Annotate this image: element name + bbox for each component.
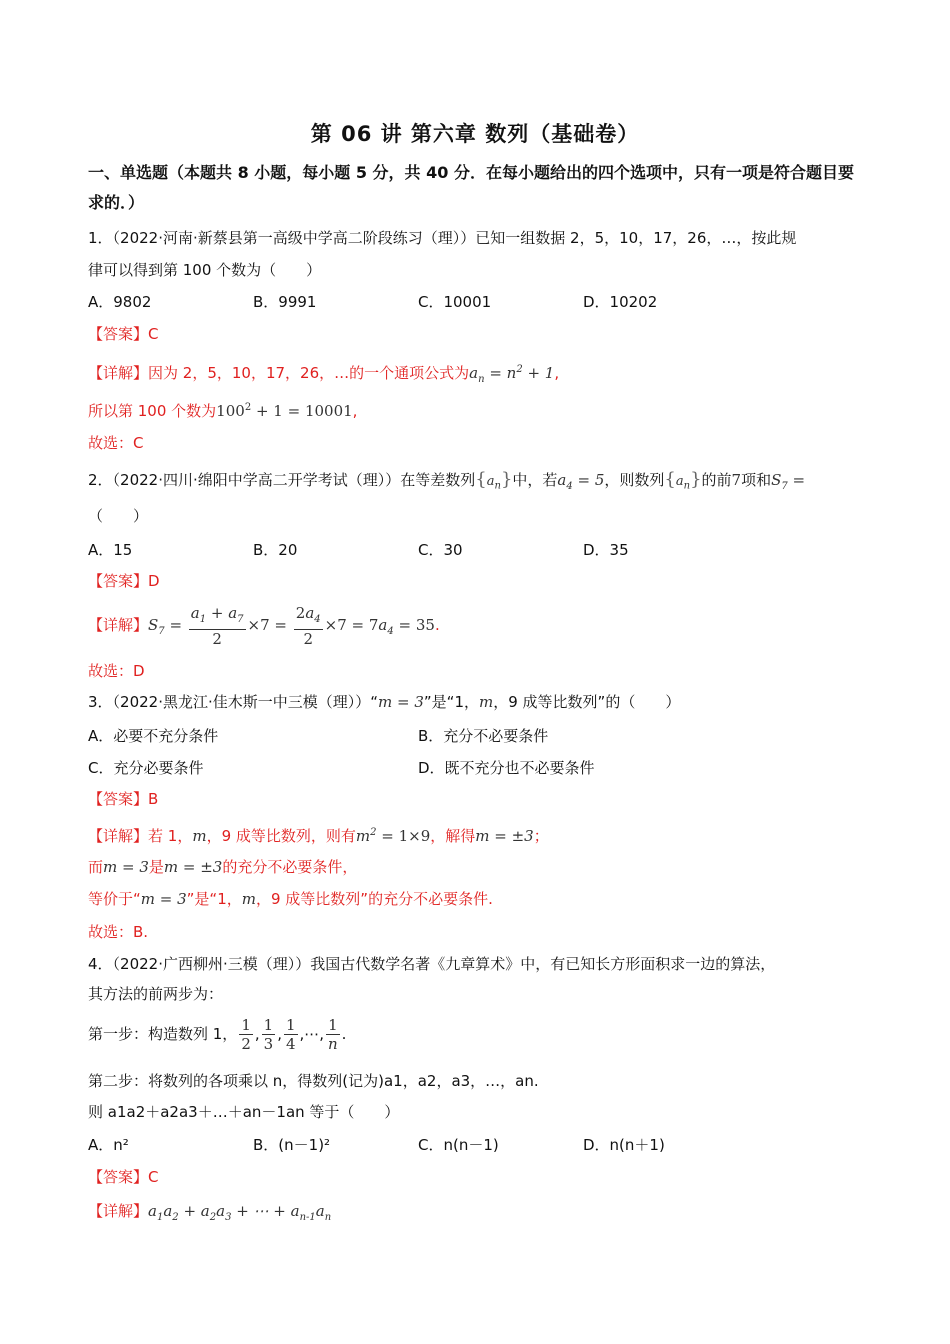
- q1-option-c: C．10001: [418, 293, 492, 311]
- q2-option-a: A．15: [88, 541, 133, 559]
- q2-stem-text: 2．（2022·四川·绵阳中学高二开学考试（理））在等差数列: [88, 471, 476, 489]
- q2-s7: $S_7$ =: [771, 471, 806, 492]
- q3-stem-text: ”是“1，: [423, 693, 479, 711]
- q3-detail-text: ，9 成等比数列”的充分不必要条件.: [255, 890, 493, 908]
- q3-m-eq-3: m = 3: [103, 858, 149, 876]
- q3-detail-text: 若 1，: [148, 827, 193, 845]
- q4-option-c: C．n(n－1): [418, 1136, 499, 1154]
- q4-answer: 【答案】C: [88, 1168, 159, 1186]
- fraction-1-3: $\frac{1}{3}$: [263, 1016, 274, 1053]
- q2-formula: $S_7$ = $\frac{a_1 + a_7}{2}$ ×7 = $\frac{2a_4}{2}$ $\times 7 = 7a_4 = 35$: [148, 604, 435, 648]
- q3-detail-label: 【详解】: [88, 827, 149, 845]
- q4-ask: 则 a1a2＋a2a3＋…＋an－1an 等于（ ）: [88, 1103, 400, 1121]
- q1-option-b: B．9991: [253, 293, 317, 311]
- q4-option-a: A．n²: [88, 1136, 129, 1154]
- q4-step1-label: 第一步：构造数列 1，: [88, 1025, 238, 1043]
- q3-detail-text: ，9 成等比数列，则有: [206, 827, 356, 845]
- fraction-1-2: $\frac{1}{2}$: [241, 1016, 251, 1053]
- q3-m: m: [192, 827, 207, 845]
- q1-formula-value: $100^2 + 1 = 10001$: [216, 402, 353, 420]
- q2-option-b: B．20: [253, 541, 298, 559]
- q2-answer: 【答案】D: [88, 572, 160, 590]
- q1-detail-label: 【详解】: [88, 364, 149, 382]
- q1-answer: 【答案】C: [88, 325, 159, 343]
- q3-option-b: B．充分不必要条件: [418, 727, 549, 745]
- q2-stem-text: 中，若: [512, 471, 558, 489]
- q3-conclusion: 故选：B.: [88, 923, 149, 941]
- fraction-1-4: $\frac{1}{4}$: [285, 1016, 296, 1053]
- q2-stem-text: 的前: [701, 471, 732, 489]
- q3-detail-text: 的充分不必要条件，: [222, 858, 358, 876]
- q1-option-a: A．9802: [88, 293, 152, 311]
- q1-detail-line2: 所以第 100 个数为$100^2 + 1 = 10001$,: [88, 402, 358, 420]
- q3-option-d: D．既不充分也不必要条件: [418, 759, 595, 777]
- q2-condition: $a_4 = 5$: [557, 471, 605, 492]
- sequence-an: $\{a_n\}$: [664, 469, 702, 492]
- q2-option-d: D．35: [583, 541, 629, 559]
- q3-option-c: C．充分必要条件: [88, 759, 204, 777]
- q3-detail-text: 等价于“: [88, 890, 141, 908]
- q3-stem: [88, 692, 890, 712]
- q3-detail-line2: [88, 857, 890, 877]
- q4-step2: 第二步：将数列的各项乘以 n，得数列(记为)a1，a2，a3，…，an.: [88, 1072, 539, 1090]
- q3-detail-line3: [88, 889, 890, 909]
- q3-option-a: A．必要不充分条件: [88, 727, 219, 745]
- q1-detail-line2-text: 所以第 100 个数为: [88, 402, 217, 420]
- page-title: 第 06 讲 第六章 数列（基础卷）: [310, 122, 640, 146]
- q2-conclusion: 故选：D: [88, 662, 145, 680]
- q3-m-eq-3: m = 3: [378, 693, 424, 711]
- q3-detail-text: ”是“1，: [186, 890, 242, 908]
- q1-stem-line1: 1．（2022·河南·新蔡县第一高级中学高二阶段练习（理））已知一组数据 2，5，10，17，26，…，按此规: [88, 229, 797, 247]
- q4-detail-formula: $a_1a_2 + a_2a_3$ + ⋯ + $a_{n-1}a_n$: [148, 1202, 332, 1223]
- q3-stem-text: 3．（2022·黑龙江·佳木斯一中三模（理））“: [88, 693, 379, 711]
- q2-stem-line1: [88, 470, 890, 497]
- q4-detail: [88, 1201, 890, 1228]
- q4-option-d: D．n(n＋1): [583, 1136, 665, 1154]
- q2-detail: 【详解】$S_7$ = $\frac{a_1 + a_7}{2}$ ×7 = $\frac{2a_4}{2}$ $\times 7 = 7a_4 = 35$.: [88, 604, 440, 648]
- q3-m: m: [241, 890, 256, 908]
- q3-detail-text: 是: [148, 858, 164, 876]
- q3-m: m: [479, 693, 494, 711]
- q1-stem-line2: 律可以得到第 100 个数为（ ）: [88, 261, 322, 279]
- q4-stem-line2: 其方法的前两步为：: [88, 985, 224, 1003]
- section-heading: 一、单选题（本题共 8 小题，每小题 5 分，共 40 分．在每小题给出的四个选项中，只有一项是符合题目要求的．）: [88, 163, 854, 212]
- q4-step1: 第一步：构造数列 1， $\frac{1}{2}$ , $\frac{1}{3}$ , $\frac{1}{4}$ ,⋯, $\frac{1}{n}$ .: [88, 1016, 347, 1053]
- q2-detail-label: 【详解】: [88, 616, 149, 634]
- q1-detail: 【详解】因为 2，5，10，17，26，…的一个通项公式为$a_n = n^2 + 1$,: [88, 364, 560, 385]
- q3-detail-text: ；: [533, 827, 549, 845]
- q1-formula-general-term: $a_n = n^2 + 1$: [469, 364, 555, 385]
- q4-option-b: B．(n－1)²: [253, 1136, 331, 1154]
- q1-detail-text: 因为 2，5，10，17，26，…的一个通项公式为: [148, 364, 470, 382]
- q3-formula-m2: $m^2 = 1\times 9$: [355, 827, 431, 845]
- q3-stem-text: ，9 成等比数列”的（ ）: [493, 693, 681, 711]
- sequence-an: $\{a_n\}$: [475, 469, 513, 492]
- fraction-1-n: $\frac{1}{n}$: [328, 1016, 338, 1053]
- q4-stem-line1: 4．（2022·广西柳州·三模（理））我国古代数学名著《九章算术》中，有已知长方形面积求一边的算法，: [88, 955, 776, 973]
- q3-m-eq-3: m = 3: [140, 890, 187, 908]
- q3-answer: 【答案】B: [88, 790, 159, 808]
- q3-formula-solution: m = ±3: [475, 827, 534, 845]
- q3-m-pm-3: m = ±3: [163, 858, 223, 876]
- q2-stem-text: ，则数列: [604, 471, 665, 489]
- q3-detail-text: ，解得: [430, 827, 476, 845]
- q2-stem-text: 项和: [741, 471, 772, 489]
- q2-n7: 7: [731, 471, 742, 489]
- q2-option-c: C．30: [418, 541, 463, 559]
- q3-detail-line1: [88, 823, 890, 846]
- q2-stem-line2: （ ）: [88, 507, 149, 525]
- q1-option-d: D．10202: [583, 293, 658, 311]
- q1-conclusion: 故选：C: [88, 434, 144, 452]
- q4-detail-label: 【详解】: [88, 1202, 149, 1220]
- q3-detail-text: 而: [88, 858, 104, 876]
